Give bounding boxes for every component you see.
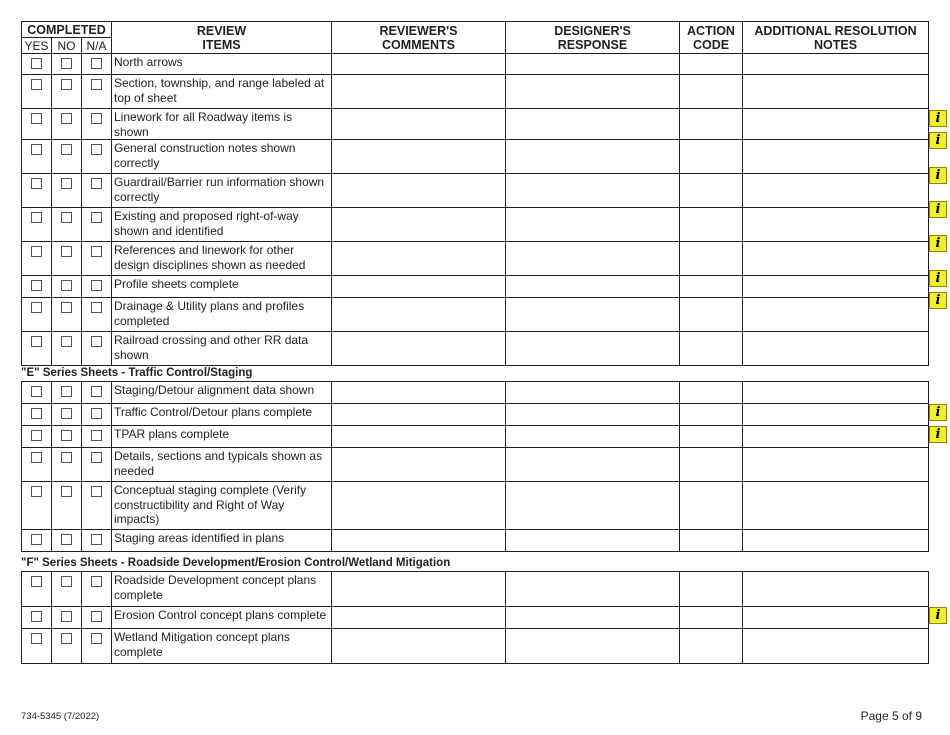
- review-item-text: Details, sections and typicals shown as needed: [112, 448, 332, 482]
- table-row: [22, 276, 929, 298]
- action-code-field[interactable]: [680, 404, 743, 426]
- na-checkbox[interactable]: [91, 534, 102, 545]
- reviewers-comments-header: REVIEWER'S COMMENTS: [332, 22, 506, 54]
- na-checkbox[interactable]: [91, 79, 102, 90]
- action-code-field[interactable]: [680, 75, 743, 109]
- yes-cell: [22, 448, 52, 482]
- table-row: [22, 140, 929, 174]
- na-checkbox[interactable]: [91, 576, 102, 587]
- form-number: 734-5345 (7/2022): [21, 711, 100, 722]
- na-cell: [82, 332, 112, 366]
- yes-cell: [22, 242, 52, 276]
- designers-response-field[interactable]: [506, 382, 680, 404]
- no-cell: [52, 75, 82, 109]
- reviewers-comments-field[interactable]: [332, 404, 506, 426]
- review-item-text: Linework for all Roadway items is shown: [112, 109, 332, 140]
- additional-notes-field[interactable]: [743, 404, 929, 426]
- action-code-field[interactable]: [680, 448, 743, 482]
- additional-notes-field[interactable]: [743, 109, 929, 140]
- no-checkbox[interactable]: [61, 534, 72, 545]
- no-checkbox[interactable]: [61, 386, 72, 397]
- na-checkbox[interactable]: [91, 408, 102, 419]
- additional-notes-field[interactable]: [743, 298, 929, 332]
- review-table-1: [21, 21, 929, 366]
- no-cell: [52, 140, 82, 174]
- additional-notes-field[interactable]: [743, 75, 929, 109]
- yes-cell: [22, 404, 52, 426]
- no-cell: [52, 530, 82, 552]
- additional-notes-field[interactable]: [743, 208, 929, 242]
- section-title-e-series: "E" Series Sheets - Traffic Control/Staging: [21, 367, 253, 379]
- info-icon[interactable]: i: [929, 426, 947, 443]
- table-row: [22, 629, 929, 664]
- yes-cell: [22, 629, 52, 664]
- additional-notes-field[interactable]: [743, 276, 929, 298]
- review-item-text: TPAR plans complete: [112, 426, 332, 448]
- info-icon[interactable]: i: [929, 235, 947, 252]
- yes-cell: [22, 530, 52, 552]
- reviewers-comments-field[interactable]: [332, 482, 506, 530]
- no-checkbox[interactable]: [61, 246, 72, 257]
- na-cell: [82, 276, 112, 298]
- na-cell: [82, 75, 112, 109]
- yes-cell: [22, 140, 52, 174]
- na-checkbox[interactable]: [91, 452, 102, 463]
- action-code-field[interactable]: [680, 242, 743, 276]
- completed-header: COMPLETED: [22, 22, 112, 38]
- yes-cell: [22, 276, 52, 298]
- designers-response-field[interactable]: [506, 607, 680, 629]
- yes-cell: [22, 174, 52, 208]
- table-row: [22, 298, 929, 332]
- designers-response-field[interactable]: [506, 174, 680, 208]
- additional-notes-field[interactable]: [743, 482, 929, 530]
- table-row: [22, 382, 929, 404]
- no-checkbox[interactable]: [61, 576, 72, 587]
- review-items-header: REVIEW ITEMS: [112, 22, 332, 54]
- no-cell: [52, 332, 82, 366]
- na-cell: [82, 629, 112, 664]
- designers-response-field[interactable]: [506, 75, 680, 109]
- info-icon[interactable]: i: [929, 270, 947, 287]
- review-item-text: General construction notes shown correctly: [112, 140, 332, 174]
- info-icon[interactable]: i: [929, 404, 947, 421]
- reviewers-comments-field[interactable]: [332, 242, 506, 276]
- yes-checkbox[interactable]: [31, 408, 42, 419]
- reviewers-comments-field[interactable]: [332, 140, 506, 174]
- yes-checkbox[interactable]: [31, 534, 42, 545]
- na-header: N/A: [82, 38, 112, 54]
- na-checkbox[interactable]: [91, 386, 102, 397]
- na-cell: [82, 208, 112, 242]
- review-item-text: Staging areas identified in plans: [112, 530, 332, 552]
- action-code-field[interactable]: [680, 276, 743, 298]
- table-row: [22, 426, 929, 448]
- designers-response-field[interactable]: [506, 54, 680, 75]
- no-cell: [52, 276, 82, 298]
- no-cell: [52, 109, 82, 140]
- info-icon[interactable]: i: [929, 201, 947, 218]
- additional-notes-field[interactable]: [743, 54, 929, 75]
- na-cell: [82, 54, 112, 75]
- section-title-f-series: "F" Series Sheets - Roadside Development/Erosion Control/Wetland Mitigation: [21, 557, 451, 569]
- no-cell: [52, 242, 82, 276]
- table-row: [22, 482, 929, 530]
- no-cell: [52, 629, 82, 664]
- action-code-field[interactable]: [680, 572, 743, 607]
- yes-cell: [22, 572, 52, 607]
- review-item-text: References and linework for other design disciplines shown as needed: [112, 242, 332, 276]
- action-code-field[interactable]: [680, 174, 743, 208]
- na-checkbox[interactable]: [91, 611, 102, 622]
- additional-notes-field[interactable]: [743, 332, 929, 366]
- action-code-field[interactable]: [680, 208, 743, 242]
- na-checkbox[interactable]: [91, 212, 102, 223]
- no-checkbox[interactable]: [61, 611, 72, 622]
- no-checkbox[interactable]: [61, 336, 72, 347]
- table-row: [22, 332, 929, 366]
- na-cell: [82, 607, 112, 629]
- action-code-field[interactable]: [680, 607, 743, 629]
- na-checkbox[interactable]: [91, 486, 102, 497]
- table-row: [22, 242, 929, 276]
- no-checkbox[interactable]: [61, 408, 72, 419]
- yes-cell: [22, 332, 52, 366]
- yes-checkbox[interactable]: [31, 178, 42, 189]
- no-checkbox[interactable]: [61, 212, 72, 223]
- no-checkbox[interactable]: [61, 633, 72, 644]
- na-cell: [82, 482, 112, 530]
- designers-response-field[interactable]: [506, 404, 680, 426]
- info-icon[interactable]: i: [929, 607, 947, 624]
- yes-cell: [22, 208, 52, 242]
- na-cell: [82, 426, 112, 448]
- table-row: [22, 572, 929, 607]
- na-checkbox[interactable]: [91, 144, 102, 155]
- yes-cell: [22, 382, 52, 404]
- designers-response-header: DESIGNER'S RESPONSE: [506, 22, 680, 54]
- no-cell: [52, 572, 82, 607]
- additional-notes-field[interactable]: [743, 242, 929, 276]
- no-checkbox[interactable]: [61, 178, 72, 189]
- designers-response-field[interactable]: [506, 276, 680, 298]
- no-checkbox[interactable]: [61, 280, 72, 291]
- na-checkbox[interactable]: [91, 633, 102, 644]
- designers-response-field[interactable]: [506, 208, 680, 242]
- no-checkbox[interactable]: [61, 58, 72, 69]
- na-cell: [82, 242, 112, 276]
- review-table-2: [21, 381, 929, 552]
- no-checkbox[interactable]: [61, 486, 72, 497]
- no-header: NO: [52, 38, 82, 54]
- reviewers-comments-field[interactable]: [332, 530, 506, 552]
- yes-checkbox[interactable]: [31, 79, 42, 90]
- designers-response-field[interactable]: [506, 482, 680, 530]
- na-checkbox[interactable]: [91, 113, 102, 124]
- review-table-3: [21, 571, 929, 664]
- no-cell: [52, 426, 82, 448]
- review-item-text: Guardrail/Barrier run information shown correctly: [112, 174, 332, 208]
- yes-checkbox[interactable]: [31, 246, 42, 257]
- reviewers-comments-field[interactable]: [332, 629, 506, 664]
- na-cell: [82, 404, 112, 426]
- designers-response-field[interactable]: [506, 109, 680, 140]
- designers-response-field[interactable]: [506, 572, 680, 607]
- reviewers-comments-field[interactable]: [332, 208, 506, 242]
- action-code-field[interactable]: [680, 140, 743, 174]
- additional-notes-field[interactable]: [743, 530, 929, 552]
- na-cell: [82, 530, 112, 552]
- action-code-field[interactable]: [680, 332, 743, 366]
- yes-checkbox[interactable]: [31, 302, 42, 313]
- review-item-text: Profile sheets complete: [112, 276, 332, 298]
- info-icon[interactable]: i: [929, 292, 947, 309]
- yes-checkbox[interactable]: [31, 280, 42, 291]
- review-item-text: Staging/Detour alignment data shown: [112, 382, 332, 404]
- na-cell: [82, 382, 112, 404]
- na-checkbox[interactable]: [91, 336, 102, 347]
- yes-cell: [22, 482, 52, 530]
- reviewers-comments-field[interactable]: [332, 607, 506, 629]
- additional-notes-field[interactable]: [743, 572, 929, 607]
- yes-checkbox[interactable]: [31, 452, 42, 463]
- yes-checkbox[interactable]: [31, 386, 42, 397]
- designers-response-field[interactable]: [506, 530, 680, 552]
- additional-notes-header: ADDITIONAL RESOLUTION NOTES: [743, 22, 929, 54]
- review-item-text: Roadside Development concept plans complete: [112, 572, 332, 607]
- action-code-field[interactable]: [680, 54, 743, 75]
- no-cell: [52, 54, 82, 75]
- no-checkbox[interactable]: [61, 79, 72, 90]
- designers-response-field[interactable]: [506, 140, 680, 174]
- table-row: [22, 607, 929, 629]
- yes-cell: [22, 426, 52, 448]
- yes-checkbox[interactable]: [31, 113, 42, 124]
- reviewers-comments-field[interactable]: [332, 426, 506, 448]
- table-row: [22, 75, 929, 109]
- additional-notes-field[interactable]: [743, 629, 929, 664]
- designers-response-field[interactable]: [506, 448, 680, 482]
- designers-response-field[interactable]: [506, 426, 680, 448]
- review-item-text: Traffic Control/Detour plans complete: [112, 404, 332, 426]
- no-cell: [52, 607, 82, 629]
- no-cell: [52, 298, 82, 332]
- na-cell: [82, 572, 112, 607]
- table-row: [22, 109, 929, 140]
- na-checkbox[interactable]: [91, 280, 102, 291]
- reviewers-comments-field[interactable]: [332, 332, 506, 366]
- reviewers-comments-field[interactable]: [332, 54, 506, 75]
- no-cell: [52, 174, 82, 208]
- table-row: [22, 208, 929, 242]
- page-number: Page 5 of 9: [860, 709, 922, 723]
- no-cell: [52, 208, 82, 242]
- yes-checkbox[interactable]: [31, 486, 42, 497]
- additional-notes-field[interactable]: [743, 174, 929, 208]
- yes-cell: [22, 298, 52, 332]
- reviewers-comments-field[interactable]: [332, 75, 506, 109]
- table-row: [22, 54, 929, 75]
- reviewers-comments-field[interactable]: [332, 298, 506, 332]
- na-checkbox[interactable]: [91, 178, 102, 189]
- table-row: [22, 404, 929, 426]
- info-icon[interactable]: i: [929, 110, 947, 127]
- review-item-text: Drainage & Utility plans and profiles completed: [112, 298, 332, 332]
- info-icon[interactable]: i: [929, 132, 947, 149]
- na-cell: [82, 174, 112, 208]
- no-checkbox[interactable]: [61, 302, 72, 313]
- na-cell: [82, 448, 112, 482]
- yes-cell: [22, 75, 52, 109]
- reviewers-comments-field[interactable]: [332, 109, 506, 140]
- yes-checkbox[interactable]: [31, 336, 42, 347]
- yes-cell: [22, 607, 52, 629]
- yes-checkbox[interactable]: [31, 576, 42, 587]
- yes-checkbox[interactable]: [31, 144, 42, 155]
- reviewers-comments-field[interactable]: [332, 448, 506, 482]
- review-item-text: Section, township, and range labeled at top of sheet: [112, 75, 332, 109]
- review-item-text: Erosion Control concept plans complete: [112, 607, 332, 629]
- review-item-text: Conceptual staging complete (Verify constructibility and Right of Way impacts): [112, 482, 332, 530]
- action-code-field[interactable]: [680, 629, 743, 664]
- info-icon[interactable]: i: [929, 167, 947, 184]
- action-code-field[interactable]: [680, 530, 743, 552]
- reviewers-comments-field[interactable]: [332, 276, 506, 298]
- reviewers-comments-field[interactable]: [332, 382, 506, 404]
- additional-notes-field[interactable]: [743, 426, 929, 448]
- no-checkbox[interactable]: [61, 430, 72, 441]
- designers-response-field[interactable]: [506, 332, 680, 366]
- no-cell: [52, 404, 82, 426]
- na-checkbox[interactable]: [91, 302, 102, 313]
- table-row: [22, 448, 929, 482]
- yes-header: YES: [22, 38, 52, 54]
- na-cell: [82, 298, 112, 332]
- yes-cell: [22, 54, 52, 75]
- na-cell: [82, 140, 112, 174]
- action-code-field[interactable]: [680, 109, 743, 140]
- na-checkbox[interactable]: [91, 430, 102, 441]
- reviewers-comments-field[interactable]: [332, 174, 506, 208]
- yes-checkbox[interactable]: [31, 212, 42, 223]
- additional-notes-field[interactable]: [743, 448, 929, 482]
- no-checkbox[interactable]: [61, 452, 72, 463]
- yes-checkbox[interactable]: [31, 430, 42, 441]
- reviewers-comments-field[interactable]: [332, 572, 506, 607]
- review-item-text: Existing and proposed right-of-way shown and identified: [112, 208, 332, 242]
- designers-response-field[interactable]: [506, 242, 680, 276]
- table-row: [22, 174, 929, 208]
- additional-notes-field[interactable]: [743, 140, 929, 174]
- action-code-header: ACTION CODE: [680, 22, 743, 54]
- action-code-field[interactable]: [680, 482, 743, 530]
- review-item-text: North arrows: [112, 54, 332, 75]
- additional-notes-field[interactable]: [743, 382, 929, 404]
- no-cell: [52, 482, 82, 530]
- designers-response-field[interactable]: [506, 298, 680, 332]
- yes-checkbox[interactable]: [31, 58, 42, 69]
- additional-notes-field[interactable]: [743, 607, 929, 629]
- review-item-text: Railroad crossing and other RR data shown: [112, 332, 332, 366]
- table-row: [22, 530, 929, 552]
- no-cell: [52, 448, 82, 482]
- yes-checkbox[interactable]: [31, 633, 42, 644]
- review-item-text: Wetland Mitigation concept plans complete: [112, 629, 332, 664]
- action-code-field[interactable]: [680, 382, 743, 404]
- no-checkbox[interactable]: [61, 144, 72, 155]
- na-checkbox[interactable]: [91, 246, 102, 257]
- no-checkbox[interactable]: [61, 113, 72, 124]
- na-checkbox[interactable]: [91, 58, 102, 69]
- yes-checkbox[interactable]: [31, 611, 42, 622]
- designers-response-field[interactable]: [506, 629, 680, 664]
- action-code-field[interactable]: [680, 298, 743, 332]
- no-cell: [52, 382, 82, 404]
- action-code-field[interactable]: [680, 426, 743, 448]
- yes-cell: [22, 109, 52, 140]
- na-cell: [82, 109, 112, 140]
